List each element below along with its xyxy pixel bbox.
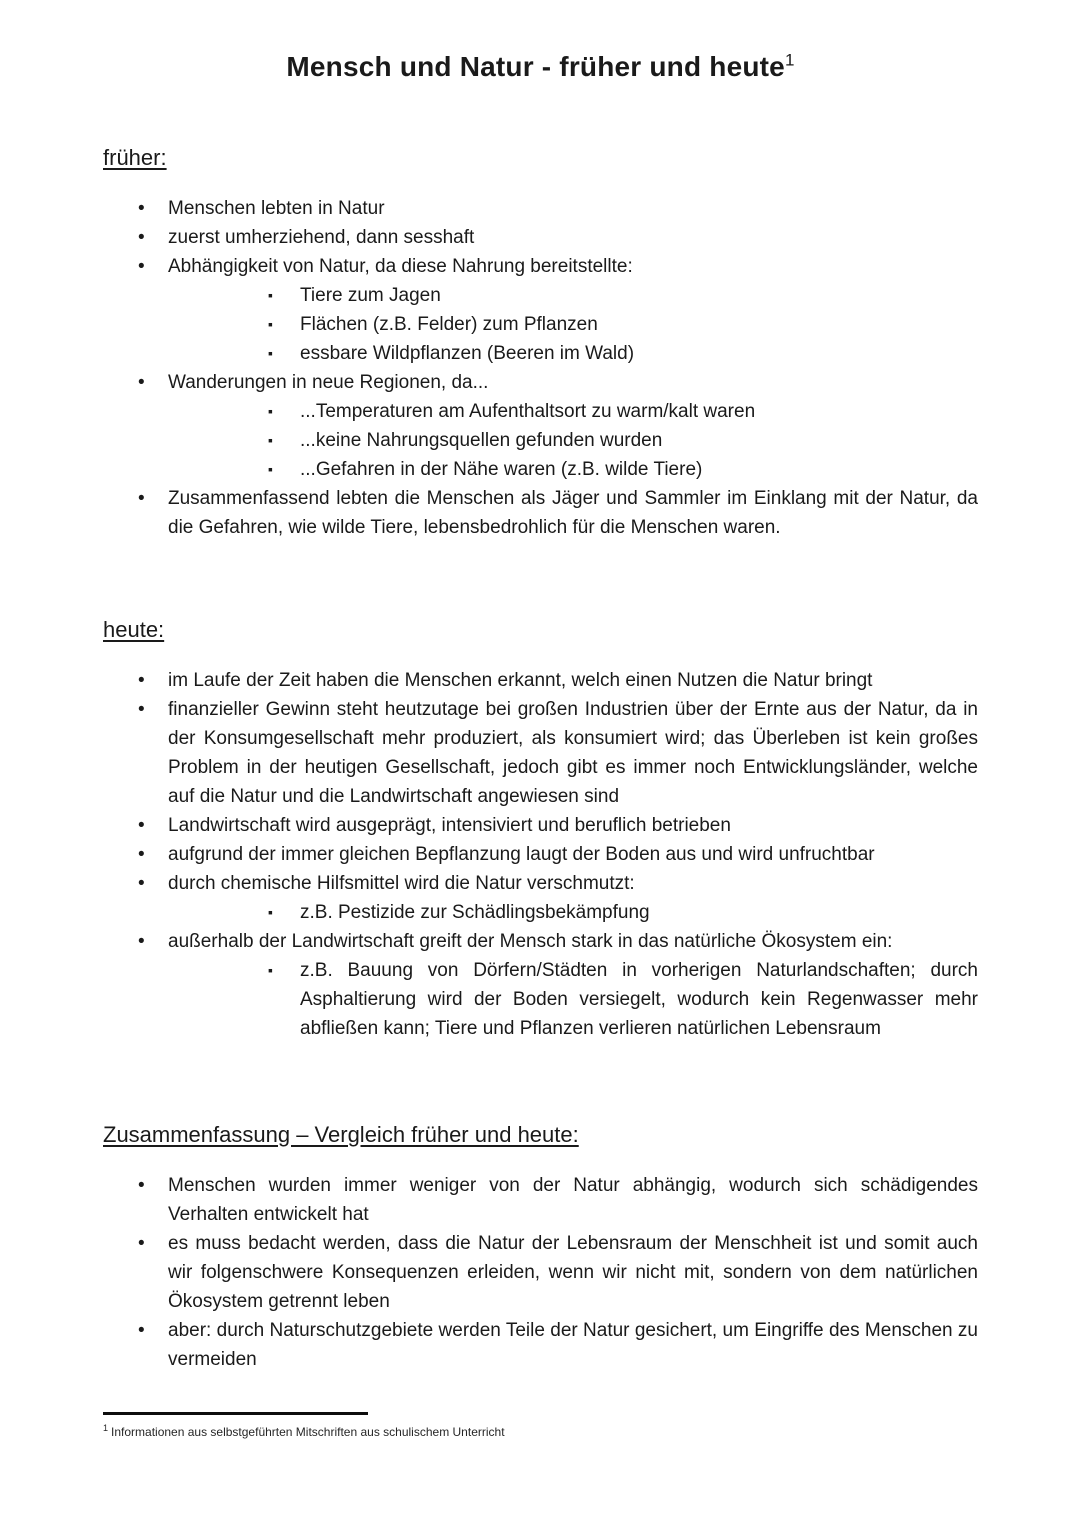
list-item-text: zuerst umherziehend, dann sesshaft — [168, 227, 475, 248]
list-item — [103, 339, 978, 368]
list-item — [103, 368, 978, 397]
list-item — [103, 252, 978, 281]
bullet-list-frueher — [103, 194, 978, 542]
bullet-disc-icon: • — [138, 931, 145, 952]
section-heute — [103, 616, 978, 1043]
bullet-list-heute — [103, 666, 978, 1043]
list-item — [103, 1229, 978, 1316]
bullet-disc-icon: • — [138, 488, 145, 509]
list-item-text: außerhalb der Landwirtschaft greift der Mensch stark in das natürliche Ökosystem ein: — [168, 931, 893, 952]
list-item-text: im Laufe der Zeit haben die Menschen erkannt, welch einen Nutzen die Natur bringt — [168, 670, 873, 691]
bullet-square-icon: ▪ — [268, 432, 273, 448]
bullet-square-icon: ▪ — [268, 287, 273, 303]
list-item — [103, 484, 978, 542]
bullet-square-icon: ▪ — [268, 962, 273, 978]
list-item-text: aufgrund der immer gleichen Bepflanzung laugt der Boden aus und wird unfruchtbar — [168, 844, 875, 865]
list-item — [103, 455, 978, 484]
list-item-text: ...Gefahren in der Nähe waren (z.B. wilde Tiere) — [300, 459, 703, 480]
list-item-text: Menschen wurden immer weniger von der Natur abhängig, wodurch sich schädigendes Verhalten entwickelt hat — [168, 1175, 978, 1225]
list-item — [103, 223, 978, 252]
list-item — [103, 869, 978, 898]
list-item-text: ...keine Nahrungsquellen gefunden wurden — [300, 430, 663, 451]
bullet-square-icon: ▪ — [268, 316, 273, 332]
list-item-text: Zusammenfassend lebten die Menschen als Jäger und Sammler im Einklang mit der Natur, da die Gefahren, wie wilde Tiere, lebensbedrohlich für die Menschen waren. — [168, 488, 978, 538]
list-item — [103, 310, 978, 339]
bullet-disc-icon: • — [138, 198, 145, 219]
section-zusammenfassung — [103, 1121, 978, 1374]
list-item — [103, 898, 978, 927]
list-item — [103, 1171, 978, 1229]
list-item — [103, 840, 978, 869]
bullet-disc-icon: • — [138, 844, 145, 865]
bullet-square-icon: ▪ — [268, 403, 273, 419]
list-item — [103, 281, 978, 310]
section-heading-heute: heute: — [103, 617, 165, 642]
footnote-ref: 1 — [103, 1423, 109, 1433]
list-item — [103, 666, 978, 695]
list-item-text: Tiere zum Jagen — [300, 285, 441, 306]
bullet-disc-icon: • — [138, 1233, 145, 1254]
bullet-square-icon: ▪ — [268, 904, 273, 920]
list-item-text: z.B. Pestizide zur Schädlingsbekämpfung — [300, 902, 650, 923]
list-item — [103, 194, 978, 223]
page-title — [103, 46, 978, 88]
page-title-text: Mensch und Natur - früher und heute — [286, 51, 785, 82]
title-footnote-ref: 1 — [784, 50, 795, 70]
footnote-text — [103, 1424, 803, 1440]
footnote-text-body: Informationen aus selbstgeführten Mitschriften aus schulischem Unterricht — [111, 1425, 505, 1439]
list-item-text: Wanderungen in neue Regionen, da... — [168, 372, 489, 393]
list-item — [103, 927, 978, 956]
list-item-text: essbare Wildpflanzen (Beeren im Wald) — [300, 343, 635, 364]
section-heading-frueher: früher: — [103, 145, 167, 170]
list-item-text: ...Temperaturen am Aufenthaltsort zu warm/kalt waren — [300, 401, 756, 422]
bullet-square-icon: ▪ — [268, 345, 273, 361]
bullet-disc-icon: • — [138, 1320, 145, 1341]
bullet-disc-icon: • — [138, 227, 145, 248]
bullet-list-zusammenfassung — [103, 1171, 978, 1374]
list-item-text: Menschen lebten in Natur — [168, 198, 385, 219]
list-item — [103, 397, 978, 426]
bullet-disc-icon: • — [138, 256, 145, 277]
bullet-disc-icon: • — [138, 1175, 145, 1196]
bullet-disc-icon: • — [138, 699, 145, 720]
bullet-disc-icon: • — [138, 815, 145, 836]
section-frueher — [103, 144, 978, 542]
list-item-text: aber: durch Naturschutzgebiete werden Teile der Natur gesichert, um Eingriffe des Menschen zu vermeiden — [168, 1320, 978, 1370]
list-item-text: finanzieller Gewinn steht heutzutage bei großen Industrien über der Ernte aus der Natur, da in der Konsumgesellschaft mehr produziert, als konsumiert wird; das Überleben ist kein großes Problem in der heutigen Gesellschaft, jedoch gibt es immer noch Entwicklungsländer, welche auf die Natur und die Landwirtschaft angewiesen sind — [168, 699, 978, 807]
footnote-separator-rule — [103, 1412, 368, 1415]
list-item — [103, 956, 978, 1043]
bullet-disc-icon: • — [138, 372, 145, 393]
list-item — [103, 811, 978, 840]
list-item-text: es muss bedacht werden, dass die Natur der Lebensraum der Menschheit ist und somit auch wir folgenschwere Konsequenzen erleiden, wenn wir nicht mit, sondern von dem natürlichen Ökosystem getrennt leben — [168, 1233, 978, 1312]
list-item-text: Abhängigkeit von Natur, da diese Nahrung bereitstellte: — [168, 256, 633, 277]
list-item — [103, 426, 978, 455]
list-item-text: durch chemische Hilfsmittel wird die Natur verschmutzt: — [168, 873, 635, 894]
bullet-disc-icon: • — [138, 670, 145, 691]
list-item-text: z.B. Bauung von Dörfern/Städten in vorherigen Naturlandschaften; durch Asphaltierung wird der Boden versiegelt, wodurch kein Regenwasser mehr abfließen kann; Tiere und Pflanzen verlieren natürlichen Lebensraum — [300, 960, 978, 1039]
bullet-disc-icon: • — [138, 873, 145, 894]
list-item-text: Landwirtschaft wird ausgeprägt, intensiviert und beruflich betrieben — [168, 815, 731, 836]
list-item — [103, 1316, 978, 1374]
list-item — [103, 695, 978, 811]
section-heading-zusammenfassung: Zusammenfassung – Vergleich früher und heute: — [103, 1122, 579, 1147]
list-item-text: Flächen (z.B. Felder) zum Pflanzen — [300, 314, 598, 335]
bullet-square-icon: ▪ — [268, 461, 273, 477]
footnote — [103, 1412, 803, 1440]
